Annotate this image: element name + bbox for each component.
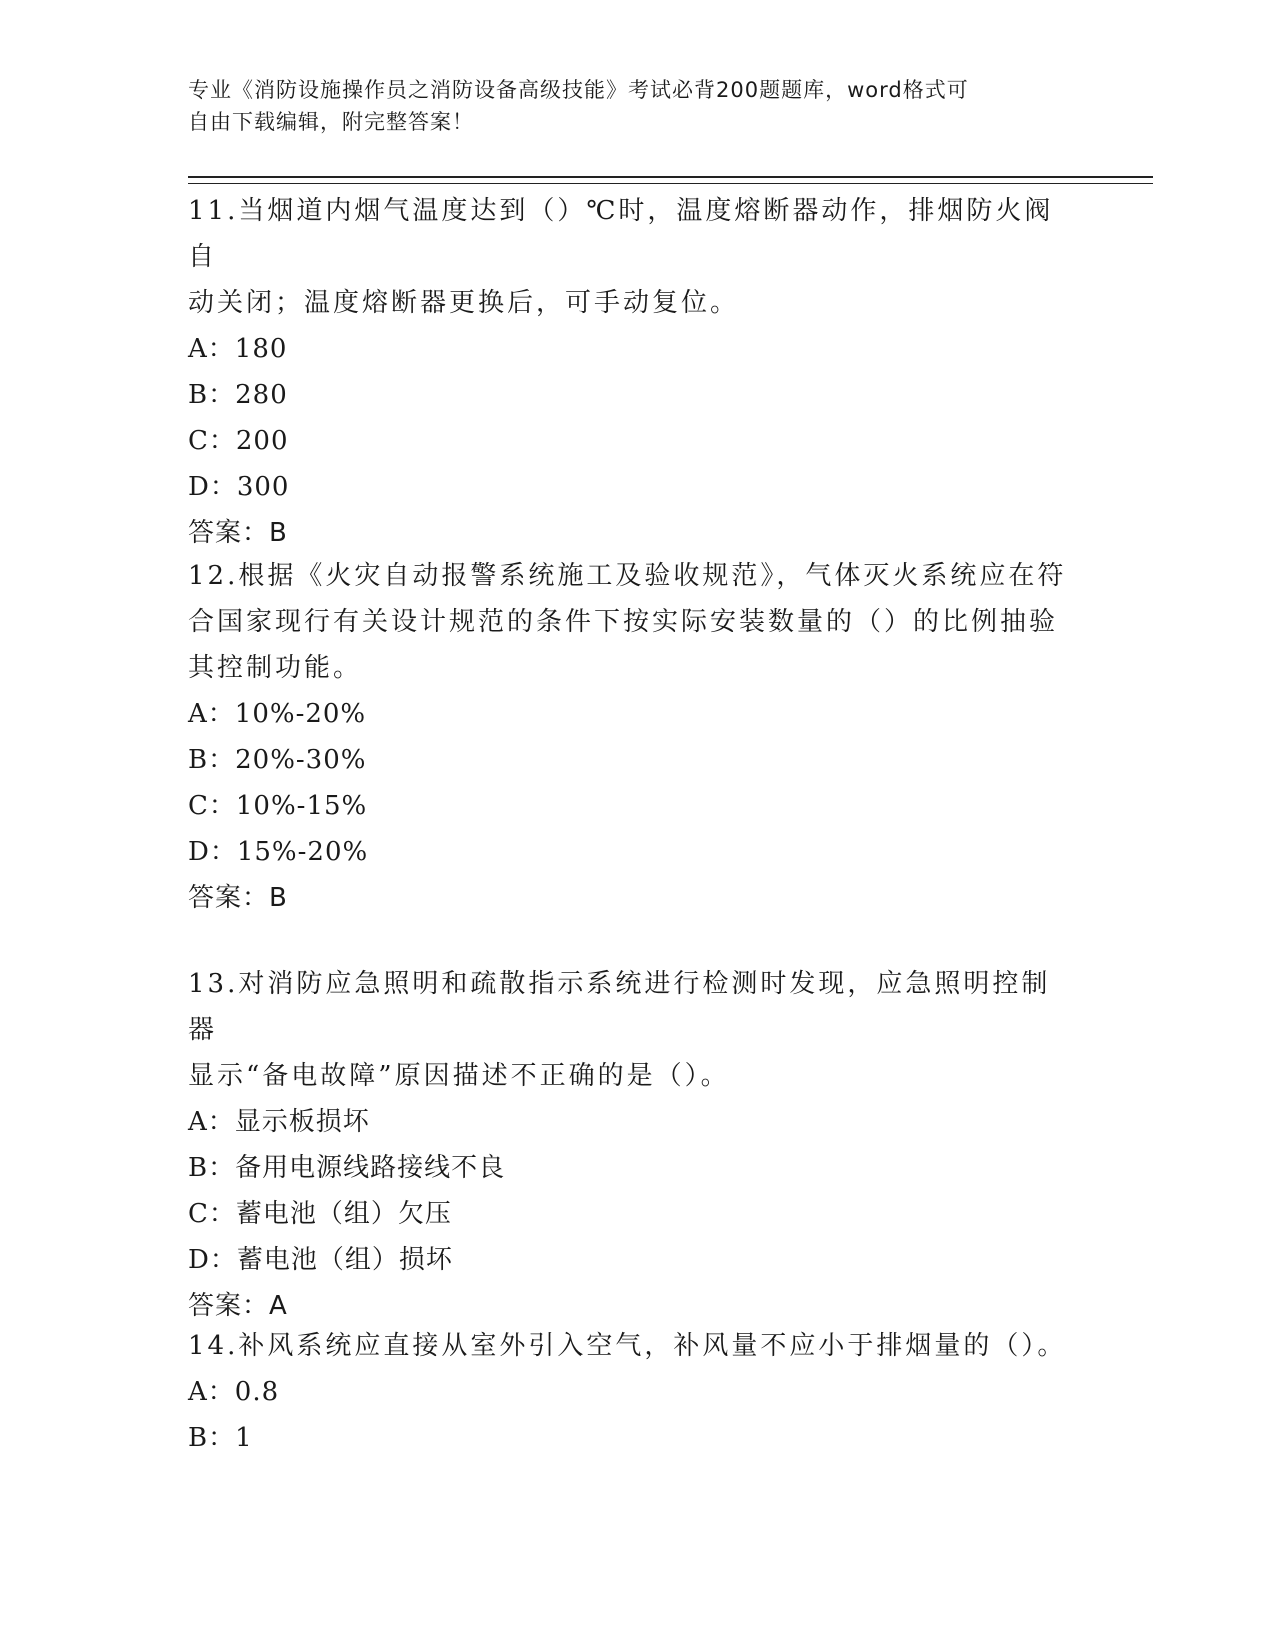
option-a: A：10%-20% bbox=[188, 699, 367, 729]
question-stem-line: 12.根据《火灾自动报警系统施工及验收规范》，气体灭火系统应在符 bbox=[188, 561, 1067, 591]
header-line-2: 自由下载编辑，附完整答案！ bbox=[188, 110, 474, 134]
question-11 bbox=[188, 188, 1068, 556]
question-stem-line: 14.补风系统应直接从室外引入空气，补风量不应小于排烟量的（）。 bbox=[188, 1331, 1067, 1361]
option-b: B：20%-30% bbox=[188, 745, 367, 775]
question-stem-line: 13.对消防应急照明和疏散指示系统进行检测时发现，应急照明控制器 bbox=[188, 969, 1051, 1045]
document-header bbox=[188, 74, 1068, 138]
option-a: A：180 bbox=[188, 334, 288, 364]
question-12 bbox=[188, 553, 1068, 921]
option-c: C：10%-15% bbox=[188, 791, 368, 821]
option-a: A：0.8 bbox=[188, 1377, 280, 1407]
option-b: B：备用电源线路接线不良 bbox=[188, 1153, 506, 1183]
answer-line: 答案：B bbox=[188, 883, 288, 913]
question-stem-line: 合国家现行有关设计规范的条件下按实际安装数量的（）的比例抽验 bbox=[188, 607, 1059, 637]
option-b: B：280 bbox=[188, 380, 288, 410]
answer-line: 答案：A bbox=[188, 1291, 288, 1321]
question-stem-line: 动关闭；温度熔断器更换后，可手动复位。 bbox=[188, 288, 740, 318]
question-stem-line: 11.当烟道内烟气温度达到（）℃时，温度熔断器动作，排烟防火阀自 bbox=[188, 196, 1054, 272]
header-divider-thin bbox=[188, 183, 1153, 184]
header-divider-thick bbox=[188, 176, 1153, 178]
option-d: D：300 bbox=[188, 472, 290, 502]
option-c: C：200 bbox=[188, 426, 289, 456]
option-a: A：显示板损坏 bbox=[188, 1107, 370, 1137]
option-d: D：15%-20% bbox=[188, 837, 369, 867]
question-14 bbox=[188, 1323, 1068, 1461]
question-13 bbox=[188, 961, 1068, 1329]
option-b: B：1 bbox=[188, 1423, 253, 1453]
question-stem-line: 其控制功能。 bbox=[188, 653, 363, 683]
header-line-1: 专业《消防设施操作员之消防设备高级技能》考试必背200题题库，word格式可 bbox=[188, 78, 969, 102]
option-c: C：蓄电池（组）欠压 bbox=[188, 1199, 452, 1229]
question-stem-line: 显示“备电故障”原因描述不正确的是（）。 bbox=[188, 1061, 730, 1091]
answer-line: 答案：B bbox=[188, 518, 288, 548]
option-d: D：蓄电池（组）损坏 bbox=[188, 1245, 453, 1275]
